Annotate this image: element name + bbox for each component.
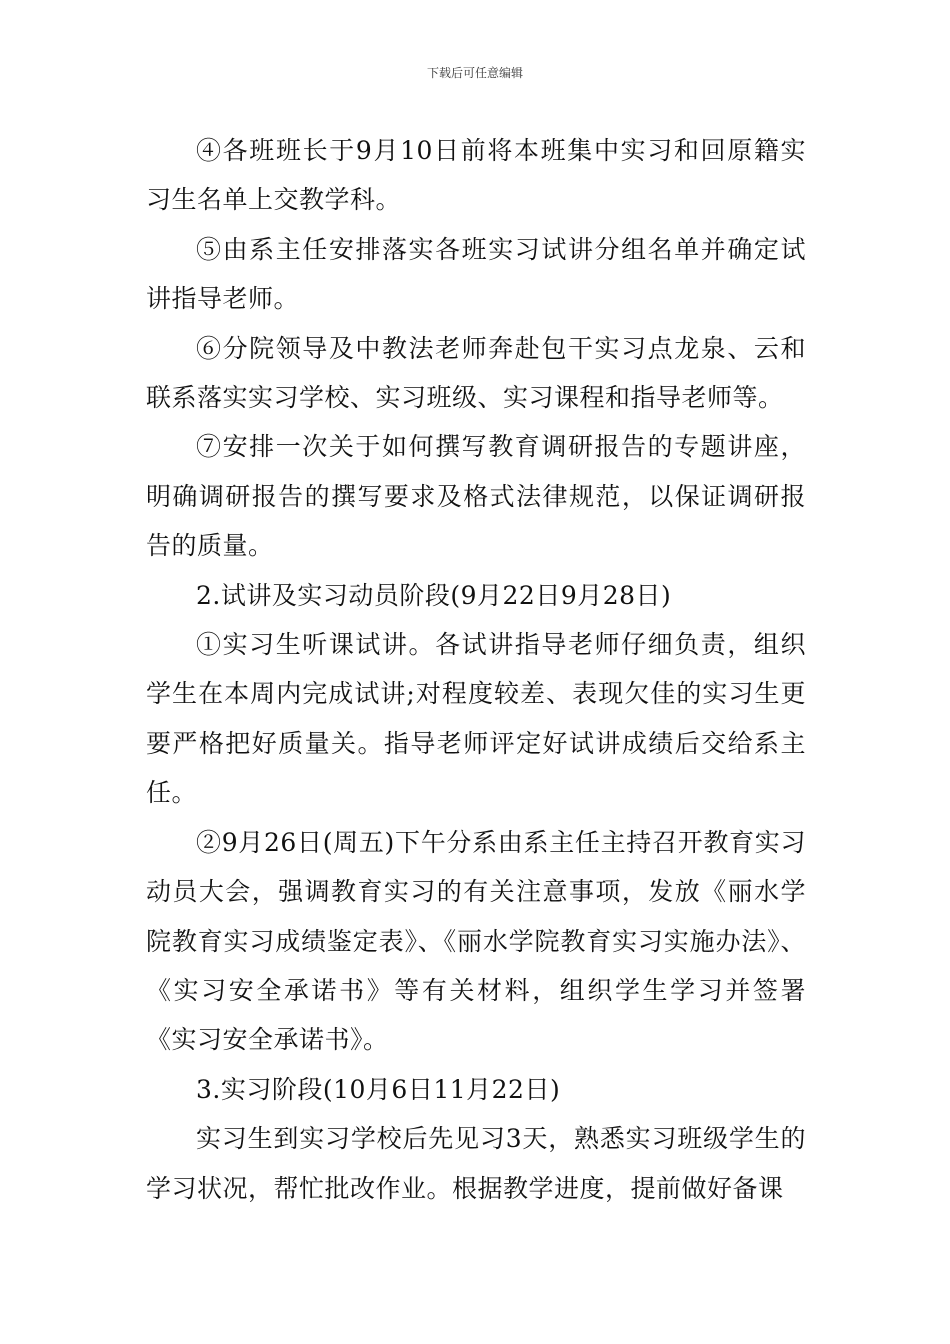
paragraph-item-1: ①实习生听课试讲。各试讲指导老师仔细负责，组织学生在本周内完成试讲;对程度较差、表现欠佳的实习生更要严格把好质量关。指导老师评定好试讲成绩后交给系主任。 (146, 630, 806, 808)
paragraph-body: 实习生到实习学校后先见习3天，熟悉实习班级学生的学习状况，帮忙批改作业。根据教学进度，提前做好备课 (146, 1124, 806, 1203)
section-heading-2: 2.试讲及实习动员阶段(9月22日9月28日) (196, 580, 672, 610)
paragraph-item-5: ⑤由系主任安排落实各班实习试讲分组名单并确定试讲指导老师。 (146, 234, 806, 314)
page-header: 下载后可任意编辑 (426, 66, 523, 80)
document-body (146, 126, 806, 1213)
paragraph-item-4: ④各班班长于9月10日前将本班集中实习和回原籍实习生名单上交教学科。 (146, 136, 806, 215)
paragraph-item-6: ⑥分院领导及中教法老师奔赴包干实习点龙泉、云和联系落实实习学校、实习班级、实习课程和指导老师等。 (146, 333, 806, 413)
paragraph-item-2: ②9月26日(周五)下午分系由系主任主持召开教育实习动员大会，强调教育实习的有关注意事项，发放《丽水学院教育实习成绩鉴定表》、《丽水学院教育实习实施办法》、《实习安全承诺书》等有关材料，组织学生学习并签署《实习安全承诺书》。 (146, 827, 806, 1055)
section-heading-3: 3.实习阶段(10月6日11月22日) (196, 1074, 561, 1104)
paragraph-item-7: ⑦安排一次关于如何撰写教育调研报告的专题讲座，明确调研报告的撰写要求及格式法律规范，以保证调研报告的质量。 (146, 432, 806, 561)
